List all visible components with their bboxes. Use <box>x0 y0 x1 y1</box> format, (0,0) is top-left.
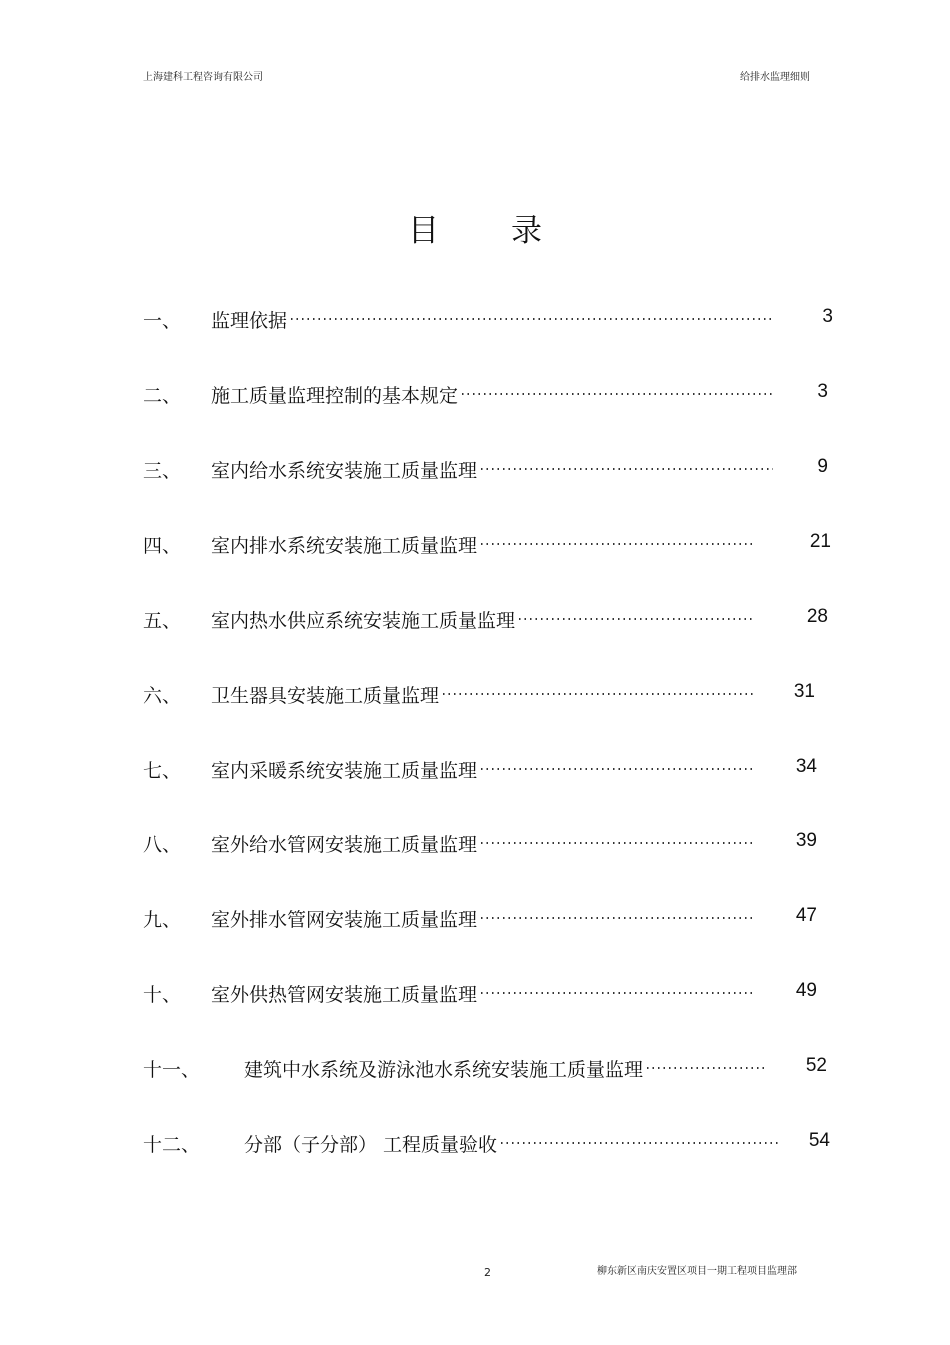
toc-dot-leader <box>289 318 773 320</box>
toc-entry-title: 室内排水系统安装施工质量监理 <box>211 535 478 557</box>
toc-entry-title: 室外给水管网安装施工质量监理 <box>211 834 478 856</box>
toc-entry[interactable] <box>143 456 833 486</box>
toc-entry-title: 建筑中水系统及游泳池水系统安装施工质量监理 <box>244 1059 644 1081</box>
toc-entry-page: 3 <box>817 381 828 402</box>
toc-entry-title: 室内采暖系统安装施工质量监理 <box>211 760 478 782</box>
toc-entry-page: 47 <box>795 905 817 926</box>
toc-entry-title: 室外排水管网安装施工质量监理 <box>211 909 478 931</box>
toc-entry[interactable] <box>143 531 833 561</box>
toc-entry[interactable] <box>143 980 833 1010</box>
header-document-title: 给排水监理细则 <box>740 72 810 83</box>
footer-page-number: 2 <box>484 1266 491 1279</box>
toc-entry-number: 十、 <box>143 984 182 1006</box>
toc-entry[interactable] <box>143 905 833 935</box>
toc-entry-title: 监理依据 <box>211 310 288 332</box>
toc-entry-number: 十一、 <box>143 1059 201 1081</box>
toc-entry-number: 七、 <box>143 760 182 782</box>
toc-entry-number: 五、 <box>143 610 182 632</box>
header-company: 上海建科工程咨询有限公司 <box>143 72 263 83</box>
toc-entry[interactable] <box>143 381 833 411</box>
toc-dot-leader <box>479 842 753 844</box>
toc-dot-leader <box>460 393 773 395</box>
toc-dot-leader <box>479 468 773 470</box>
toc-entry-number: 八、 <box>143 834 182 856</box>
toc-entry-page: 54 <box>808 1130 830 1151</box>
toc-dot-leader <box>479 917 753 919</box>
toc-entry[interactable] <box>143 606 833 636</box>
toc-entry-page: 52 <box>805 1055 827 1076</box>
toc-dot-leader <box>441 693 753 695</box>
toc-entry-title: 室内给水系统安装施工质量监理 <box>211 460 478 482</box>
toc-entry-title: 施工质量监理控制的基本规定 <box>211 385 459 407</box>
toc-entry-page: 31 <box>793 681 815 702</box>
toc-entry-page: 49 <box>795 980 817 1001</box>
toc-entry-number: 六、 <box>143 685 182 707</box>
toc-dot-leader <box>517 618 753 620</box>
toc-entry-number: 一、 <box>143 310 182 332</box>
toc-entry-page: 34 <box>795 756 817 777</box>
toc-entry-title: 室内热水供应系统安装施工质量监理 <box>211 610 516 632</box>
footer-project: 柳东新区南庆安置区项目一期工程项目监理部 <box>597 1266 797 1277</box>
toc-dot-leader <box>479 768 753 770</box>
toc-entry[interactable] <box>143 830 833 860</box>
toc-entry-title: 分部（子分部） 工程质量验收 <box>244 1134 498 1156</box>
toc-entry-number: 十二、 <box>143 1134 201 1156</box>
toc-dot-leader <box>479 992 753 994</box>
toc-entry[interactable] <box>143 306 833 336</box>
toc-dot-leader <box>499 1142 781 1144</box>
toc-entry-page: 28 <box>806 606 828 627</box>
toc-entry-title: 卫生器具安装施工质量监理 <box>211 685 440 707</box>
toc-dot-leader <box>645 1067 765 1069</box>
toc-entry-number: 四、 <box>143 535 182 557</box>
toc-entry[interactable] <box>143 756 833 786</box>
toc-entry-page: 21 <box>809 531 831 552</box>
toc-entry-page: 39 <box>795 830 817 851</box>
toc-entry-title: 室外供热管网安装施工质量监理 <box>211 984 478 1006</box>
toc-entry-number: 二、 <box>143 385 182 407</box>
toc-dot-leader <box>479 543 753 545</box>
toc-entry[interactable] <box>143 1055 833 1085</box>
toc-entry[interactable] <box>143 681 833 711</box>
toc-entry-number: 三、 <box>143 460 182 482</box>
toc-entry-page: 9 <box>817 456 828 477</box>
toc-entry-page: 3 <box>822 306 833 327</box>
toc-entry-number: 九、 <box>143 909 182 931</box>
toc-entry[interactable] <box>143 1130 833 1160</box>
toc-title: 目录 <box>408 213 614 249</box>
